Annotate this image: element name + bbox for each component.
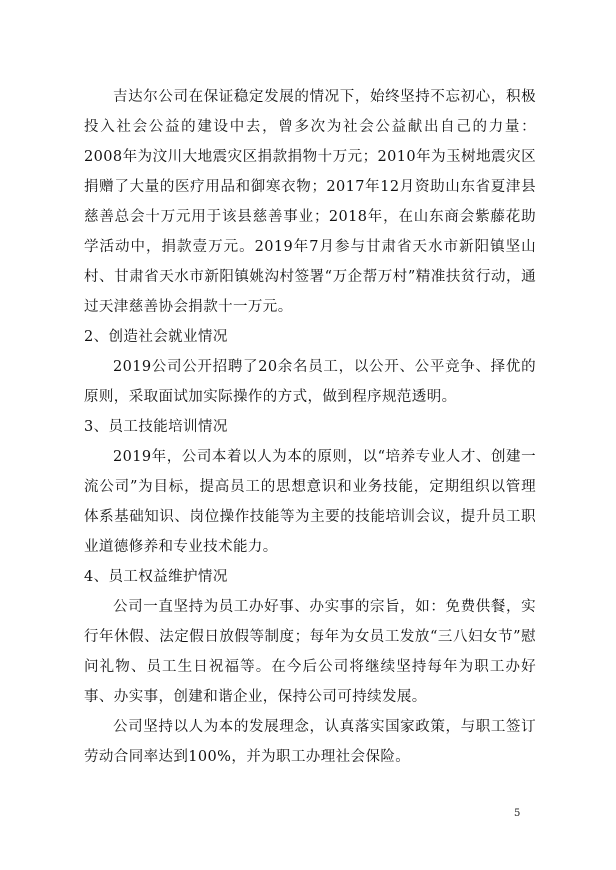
page-number: 5 bbox=[514, 808, 521, 819]
page-content bbox=[84, 82, 536, 772]
paragraph-public-welfare: 吉达尔公司在保证稳定发展的情况下，始终坚持不忘初心，积极投入社会公益的建设中去，曾多次为社会公益献出自己的力量：2008年为汶川大地震灾区捐款捐物十万元；2010年为玉树地震灾区捐赠了大量的医疗用品和御寒衣物；2017年12月资助山东省夏津县慈善总会十万元用于该县慈善事业；2018年，在山东商会紫藤花助学活动中，捐款壹万元。2019年7月参与甘肃省天水市新阳镇坚山村、甘肃省天水市新阳镇姚沟村签署“万企帮万村”精准扶贫行动，通过天津慈善协会捐款十一万元。 bbox=[84, 89, 536, 315]
paragraph-employment: 2019公司公开招聘了20余名员工，以公开、公平竞争、择优的原则，采取面试加实际操作的方式，做到程序规范透明。 bbox=[84, 359, 536, 405]
paragraph-training: 2019年，公司本着以人为本的原则，以“培养专业人才、创建一流公司”为目标，提高员工的思想意识和业务技能，定期组织以管理体系基础知识、岗位操作技能等为主要的技能培训会议，提升员工职业道德修养和专业技术能力。 bbox=[84, 449, 536, 555]
paragraph-employee-rights: 公司一直坚持为员工办好事、办实事的宗旨，如：免费供餐，实行年休假、法定假日放假等制度；每年为女员工发放“三八妇女节”慰问礼物、员工生日祝福等。在今后公司将继续坚持每年为职工办好事、办实事，创建和谐企业，保持公司可持续发展。 bbox=[84, 599, 536, 705]
paragraph-labor-contract: 公司坚持以人为本的发展理念，认真落实国家政策，与职工签订劳动合同率达到100%，并为职工办理社会保险。 bbox=[84, 719, 536, 765]
heading-training: 3、员工技能培训情况 bbox=[84, 419, 228, 435]
heading-employment: 2、创造社会就业情况 bbox=[84, 329, 228, 345]
heading-employee-rights: 4、员工权益维护情况 bbox=[84, 569, 228, 585]
